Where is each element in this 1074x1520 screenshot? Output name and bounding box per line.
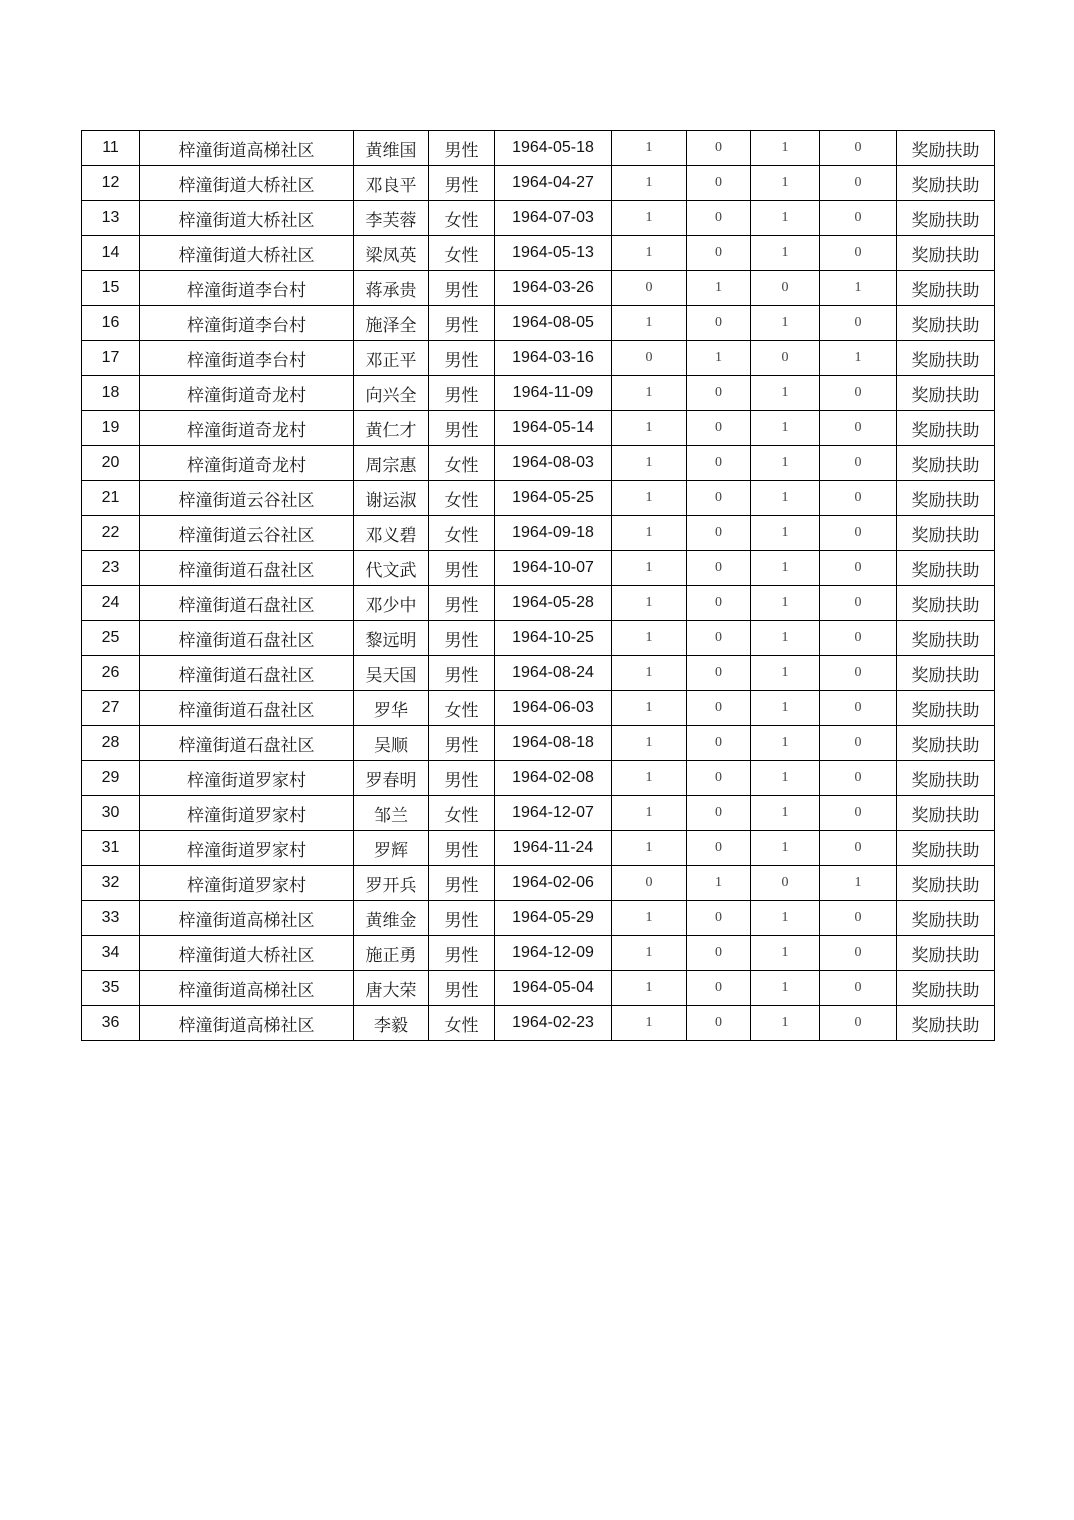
table-row [82, 551, 995, 586]
roster-body [82, 131, 995, 1041]
birth-date-cell: 1964-02-06 [495, 866, 612, 901]
flag-3-cell: 1 [751, 201, 820, 236]
name-cell: 罗春明 [354, 761, 429, 796]
gender-cell: 男性 [429, 971, 495, 1006]
flag-1-cell: 1 [612, 796, 687, 831]
birth-date-cell: 1964-05-13 [495, 236, 612, 271]
flag-3-cell: 1 [751, 761, 820, 796]
flag-3-cell: 0 [751, 866, 820, 901]
area-cell: 梓潼街道大桥社区 [140, 166, 354, 201]
gender-cell: 男性 [429, 166, 495, 201]
name-cell: 罗华 [354, 691, 429, 726]
flag-2-cell: 0 [687, 376, 751, 411]
birth-date-cell: 1964-11-24 [495, 831, 612, 866]
gender-cell: 男性 [429, 726, 495, 761]
gender-cell: 女性 [429, 201, 495, 236]
name-cell: 邓义碧 [354, 516, 429, 551]
gender-cell: 男性 [429, 866, 495, 901]
flag-4-cell: 0 [820, 516, 897, 551]
birth-date-cell: 1964-05-28 [495, 586, 612, 621]
area-cell: 梓潼街道云谷社区 [140, 516, 354, 551]
name-cell: 罗辉 [354, 831, 429, 866]
row-number-cell: 19 [82, 411, 140, 446]
flag-1-cell: 1 [612, 726, 687, 761]
area-cell: 梓潼街道奇龙村 [140, 446, 354, 481]
flag-1-cell: 1 [612, 656, 687, 691]
row-number-cell: 27 [82, 691, 140, 726]
flag-4-cell: 0 [820, 201, 897, 236]
row-number-cell: 36 [82, 1006, 140, 1041]
area-cell: 梓潼街道高梯社区 [140, 131, 354, 166]
table-row [82, 761, 995, 796]
birth-date-cell: 1964-12-09 [495, 936, 612, 971]
birth-date-cell: 1964-07-03 [495, 201, 612, 236]
table-row [82, 446, 995, 481]
flag-2-cell: 0 [687, 131, 751, 166]
name-cell: 黄维金 [354, 901, 429, 936]
row-number-cell: 30 [82, 796, 140, 831]
assistance-type-cell: 奖励扶助 [897, 586, 995, 621]
flag-2-cell: 0 [687, 446, 751, 481]
flag-1-cell: 1 [612, 411, 687, 446]
name-cell: 梁凤英 [354, 236, 429, 271]
gender-cell: 女性 [429, 516, 495, 551]
table-row [82, 586, 995, 621]
birth-date-cell: 1964-05-29 [495, 901, 612, 936]
flag-4-cell: 0 [820, 901, 897, 936]
table-row [82, 796, 995, 831]
flag-1-cell: 1 [612, 761, 687, 796]
flag-2-cell: 0 [687, 796, 751, 831]
flag-1-cell: 1 [612, 376, 687, 411]
flag-1-cell: 1 [612, 691, 687, 726]
table-row [82, 656, 995, 691]
area-cell: 梓潼街道云谷社区 [140, 481, 354, 516]
assistance-type-cell: 奖励扶助 [897, 516, 995, 551]
table-row [82, 306, 995, 341]
table-row [82, 341, 995, 376]
flag-3-cell: 1 [751, 131, 820, 166]
name-cell: 邓少中 [354, 586, 429, 621]
table-row [82, 831, 995, 866]
flag-4-cell: 0 [820, 131, 897, 166]
birth-date-cell: 1964-05-04 [495, 971, 612, 1006]
birth-date-cell: 1964-08-24 [495, 656, 612, 691]
row-number-cell: 12 [82, 166, 140, 201]
flag-1-cell: 1 [612, 131, 687, 166]
row-number-cell: 16 [82, 306, 140, 341]
assistance-type-cell: 奖励扶助 [897, 656, 995, 691]
table-row [82, 411, 995, 446]
flag-4-cell: 0 [820, 446, 897, 481]
assistance-type-cell: 奖励扶助 [897, 691, 995, 726]
row-number-cell: 33 [82, 901, 140, 936]
row-number-cell: 18 [82, 376, 140, 411]
flag-1-cell: 1 [612, 516, 687, 551]
row-number-cell: 35 [82, 971, 140, 1006]
flag-3-cell: 1 [751, 236, 820, 271]
flag-3-cell: 1 [751, 621, 820, 656]
flag-4-cell: 0 [820, 481, 897, 516]
area-cell: 梓潼街道奇龙村 [140, 411, 354, 446]
flag-1-cell: 1 [612, 936, 687, 971]
area-cell: 梓潼街道李台村 [140, 341, 354, 376]
flag-4-cell: 0 [820, 796, 897, 831]
flag-4-cell: 0 [820, 306, 897, 341]
flag-1-cell: 1 [612, 481, 687, 516]
flag-2-cell: 0 [687, 236, 751, 271]
flag-3-cell: 1 [751, 656, 820, 691]
row-number-cell: 15 [82, 271, 140, 306]
name-cell: 施正勇 [354, 936, 429, 971]
birth-date-cell: 1964-08-03 [495, 446, 612, 481]
birth-date-cell: 1964-09-18 [495, 516, 612, 551]
flag-4-cell: 0 [820, 166, 897, 201]
birth-date-cell: 1964-05-25 [495, 481, 612, 516]
flag-4-cell: 0 [820, 761, 897, 796]
name-cell: 李芙蓉 [354, 201, 429, 236]
flag-3-cell: 1 [751, 481, 820, 516]
flag-2-cell: 1 [687, 866, 751, 901]
birth-date-cell: 1964-02-23 [495, 1006, 612, 1041]
assistance-type-cell: 奖励扶助 [897, 341, 995, 376]
row-number-cell: 13 [82, 201, 140, 236]
row-number-cell: 20 [82, 446, 140, 481]
assistance-type-cell: 奖励扶助 [897, 201, 995, 236]
area-cell: 梓潼街道奇龙村 [140, 376, 354, 411]
name-cell: 李毅 [354, 1006, 429, 1041]
flag-1-cell: 1 [612, 621, 687, 656]
flag-2-cell: 1 [687, 341, 751, 376]
flag-4-cell: 0 [820, 1006, 897, 1041]
gender-cell: 男性 [429, 656, 495, 691]
flag-4-cell: 0 [820, 236, 897, 271]
roster-table [81, 130, 995, 1041]
gender-cell: 男性 [429, 271, 495, 306]
name-cell: 谢运淑 [354, 481, 429, 516]
flag-4-cell: 0 [820, 411, 897, 446]
flag-2-cell: 0 [687, 691, 751, 726]
row-number-cell: 23 [82, 551, 140, 586]
assistance-type-cell: 奖励扶助 [897, 971, 995, 1006]
gender-cell: 女性 [429, 1006, 495, 1041]
area-cell: 梓潼街道石盘社区 [140, 656, 354, 691]
flag-1-cell: 1 [612, 446, 687, 481]
flag-3-cell: 0 [751, 271, 820, 306]
assistance-type-cell: 奖励扶助 [897, 306, 995, 341]
flag-4-cell: 0 [820, 376, 897, 411]
flag-3-cell: 1 [751, 516, 820, 551]
flag-3-cell: 1 [751, 551, 820, 586]
flag-2-cell: 0 [687, 726, 751, 761]
area-cell: 梓潼街道石盘社区 [140, 586, 354, 621]
flag-1-cell: 1 [612, 831, 687, 866]
flag-3-cell: 1 [751, 376, 820, 411]
gender-cell: 女性 [429, 691, 495, 726]
name-cell: 邓良平 [354, 166, 429, 201]
name-cell: 蒋承贵 [354, 271, 429, 306]
flag-3-cell: 1 [751, 691, 820, 726]
table-row [82, 726, 995, 761]
flag-3-cell: 1 [751, 411, 820, 446]
assistance-type-cell: 奖励扶助 [897, 796, 995, 831]
birth-date-cell: 1964-08-18 [495, 726, 612, 761]
name-cell: 周宗惠 [354, 446, 429, 481]
table-row [82, 376, 995, 411]
flag-2-cell: 0 [687, 761, 751, 796]
row-number-cell: 25 [82, 621, 140, 656]
table-row [82, 166, 995, 201]
birth-date-cell: 1964-05-14 [495, 411, 612, 446]
table-row [82, 201, 995, 236]
flag-3-cell: 1 [751, 971, 820, 1006]
table-row [82, 271, 995, 306]
flag-3-cell: 1 [751, 936, 820, 971]
assistance-type-cell: 奖励扶助 [897, 866, 995, 901]
flag-2-cell: 0 [687, 516, 751, 551]
birth-date-cell: 1964-03-16 [495, 341, 612, 376]
flag-4-cell: 1 [820, 866, 897, 901]
row-number-cell: 32 [82, 866, 140, 901]
area-cell: 梓潼街道大桥社区 [140, 936, 354, 971]
name-cell: 吴天国 [354, 656, 429, 691]
row-number-cell: 31 [82, 831, 140, 866]
flag-2-cell: 1 [687, 271, 751, 306]
flag-1-cell: 1 [612, 971, 687, 1006]
assistance-type-cell: 奖励扶助 [897, 376, 995, 411]
gender-cell: 男性 [429, 551, 495, 586]
flag-1-cell: 1 [612, 166, 687, 201]
birth-date-cell: 1964-10-07 [495, 551, 612, 586]
row-number-cell: 26 [82, 656, 140, 691]
area-cell: 梓潼街道李台村 [140, 271, 354, 306]
row-number-cell: 34 [82, 936, 140, 971]
row-number-cell: 29 [82, 761, 140, 796]
birth-date-cell: 1964-10-25 [495, 621, 612, 656]
row-number-cell: 28 [82, 726, 140, 761]
name-cell: 施泽全 [354, 306, 429, 341]
flag-3-cell: 0 [751, 341, 820, 376]
table-row [82, 936, 995, 971]
table-row [82, 691, 995, 726]
gender-cell: 女性 [429, 446, 495, 481]
assistance-type-cell: 奖励扶助 [897, 411, 995, 446]
birth-date-cell: 1964-03-26 [495, 271, 612, 306]
area-cell: 梓潼街道大桥社区 [140, 236, 354, 271]
row-number-cell: 14 [82, 236, 140, 271]
area-cell: 梓潼街道李台村 [140, 306, 354, 341]
area-cell: 梓潼街道罗家村 [140, 761, 354, 796]
assistance-type-cell: 奖励扶助 [897, 1006, 995, 1041]
area-cell: 梓潼街道石盘社区 [140, 726, 354, 761]
area-cell: 梓潼街道罗家村 [140, 831, 354, 866]
flag-4-cell: 0 [820, 726, 897, 761]
flag-4-cell: 0 [820, 586, 897, 621]
flag-2-cell: 0 [687, 586, 751, 621]
flag-2-cell: 0 [687, 971, 751, 1006]
flag-3-cell: 1 [751, 796, 820, 831]
assistance-type-cell: 奖励扶助 [897, 726, 995, 761]
gender-cell: 男性 [429, 761, 495, 796]
row-number-cell: 24 [82, 586, 140, 621]
flag-2-cell: 0 [687, 201, 751, 236]
flag-2-cell: 0 [687, 621, 751, 656]
table-row [82, 516, 995, 551]
gender-cell: 男性 [429, 621, 495, 656]
assistance-type-cell: 奖励扶助 [897, 166, 995, 201]
flag-4-cell: 0 [820, 551, 897, 586]
flag-1-cell: 1 [612, 1006, 687, 1041]
assistance-type-cell: 奖励扶助 [897, 621, 995, 656]
flag-1-cell: 1 [612, 551, 687, 586]
gender-cell: 男性 [429, 306, 495, 341]
name-cell: 邹兰 [354, 796, 429, 831]
area-cell: 梓潼街道石盘社区 [140, 691, 354, 726]
flag-1-cell: 1 [612, 201, 687, 236]
gender-cell: 男性 [429, 831, 495, 866]
flag-4-cell: 0 [820, 936, 897, 971]
birth-date-cell: 1964-11-09 [495, 376, 612, 411]
flag-2-cell: 0 [687, 551, 751, 586]
flag-3-cell: 1 [751, 831, 820, 866]
table-row [82, 481, 995, 516]
assistance-type-cell: 奖励扶助 [897, 446, 995, 481]
area-cell: 梓潼街道罗家村 [140, 866, 354, 901]
flag-1-cell: 0 [612, 341, 687, 376]
assistance-type-cell: 奖励扶助 [897, 236, 995, 271]
row-number-cell: 22 [82, 516, 140, 551]
area-cell: 梓潼街道高梯社区 [140, 901, 354, 936]
flag-3-cell: 1 [751, 726, 820, 761]
birth-date-cell: 1964-12-07 [495, 796, 612, 831]
flag-4-cell: 0 [820, 656, 897, 691]
table-row [82, 866, 995, 901]
flag-3-cell: 1 [751, 586, 820, 621]
flag-1-cell: 0 [612, 271, 687, 306]
flag-3-cell: 1 [751, 306, 820, 341]
gender-cell: 女性 [429, 481, 495, 516]
assistance-type-cell: 奖励扶助 [897, 831, 995, 866]
flag-1-cell: 0 [612, 866, 687, 901]
gender-cell: 男性 [429, 901, 495, 936]
flag-4-cell: 1 [820, 341, 897, 376]
gender-cell: 女性 [429, 236, 495, 271]
row-number-cell: 21 [82, 481, 140, 516]
flag-1-cell: 1 [612, 586, 687, 621]
assistance-type-cell: 奖励扶助 [897, 271, 995, 306]
flag-2-cell: 0 [687, 831, 751, 866]
area-cell: 梓潼街道高梯社区 [140, 1006, 354, 1041]
flag-3-cell: 1 [751, 166, 820, 201]
gender-cell: 男性 [429, 936, 495, 971]
flag-1-cell: 1 [612, 236, 687, 271]
flag-2-cell: 0 [687, 411, 751, 446]
assistance-type-cell: 奖励扶助 [897, 481, 995, 516]
area-cell: 梓潼街道高梯社区 [140, 971, 354, 1006]
assistance-type-cell: 奖励扶助 [897, 936, 995, 971]
name-cell: 吴顺 [354, 726, 429, 761]
flag-4-cell: 1 [820, 271, 897, 306]
birth-date-cell: 1964-05-18 [495, 131, 612, 166]
name-cell: 黄仁才 [354, 411, 429, 446]
flag-2-cell: 0 [687, 901, 751, 936]
table-row [82, 971, 995, 1006]
flag-2-cell: 0 [687, 1006, 751, 1041]
flag-4-cell: 0 [820, 971, 897, 1006]
table-row [82, 621, 995, 656]
name-cell: 邓正平 [354, 341, 429, 376]
flag-2-cell: 0 [687, 656, 751, 691]
flag-4-cell: 0 [820, 831, 897, 866]
assistance-type-cell: 奖励扶助 [897, 551, 995, 586]
birth-date-cell: 1964-08-05 [495, 306, 612, 341]
table-row [82, 131, 995, 166]
name-cell: 唐大荣 [354, 971, 429, 1006]
flag-2-cell: 0 [687, 936, 751, 971]
flag-4-cell: 0 [820, 621, 897, 656]
flag-1-cell: 1 [612, 901, 687, 936]
flag-3-cell: 1 [751, 446, 820, 481]
area-cell: 梓潼街道石盘社区 [140, 621, 354, 656]
gender-cell: 男性 [429, 376, 495, 411]
assistance-type-cell: 奖励扶助 [897, 901, 995, 936]
name-cell: 代文武 [354, 551, 429, 586]
area-cell: 梓潼街道大桥社区 [140, 201, 354, 236]
flag-3-cell: 1 [751, 1006, 820, 1041]
gender-cell: 男性 [429, 586, 495, 621]
gender-cell: 男性 [429, 131, 495, 166]
gender-cell: 男性 [429, 411, 495, 446]
name-cell: 黎远明 [354, 621, 429, 656]
flag-2-cell: 0 [687, 481, 751, 516]
birth-date-cell: 1964-04-27 [495, 166, 612, 201]
name-cell: 向兴全 [354, 376, 429, 411]
row-number-cell: 11 [82, 131, 140, 166]
row-number-cell: 17 [82, 341, 140, 376]
area-cell: 梓潼街道石盘社区 [140, 551, 354, 586]
gender-cell: 女性 [429, 796, 495, 831]
birth-date-cell: 1964-06-03 [495, 691, 612, 726]
name-cell: 黄维国 [354, 131, 429, 166]
name-cell: 罗开兵 [354, 866, 429, 901]
assistance-type-cell: 奖励扶助 [897, 761, 995, 796]
area-cell: 梓潼街道罗家村 [140, 796, 354, 831]
flag-2-cell: 0 [687, 306, 751, 341]
flag-2-cell: 0 [687, 166, 751, 201]
flag-3-cell: 1 [751, 901, 820, 936]
table-row [82, 901, 995, 936]
flag-1-cell: 1 [612, 306, 687, 341]
table-row [82, 236, 995, 271]
birth-date-cell: 1964-02-08 [495, 761, 612, 796]
flag-4-cell: 0 [820, 691, 897, 726]
gender-cell: 男性 [429, 341, 495, 376]
assistance-type-cell: 奖励扶助 [897, 131, 995, 166]
table-row [82, 1006, 995, 1041]
